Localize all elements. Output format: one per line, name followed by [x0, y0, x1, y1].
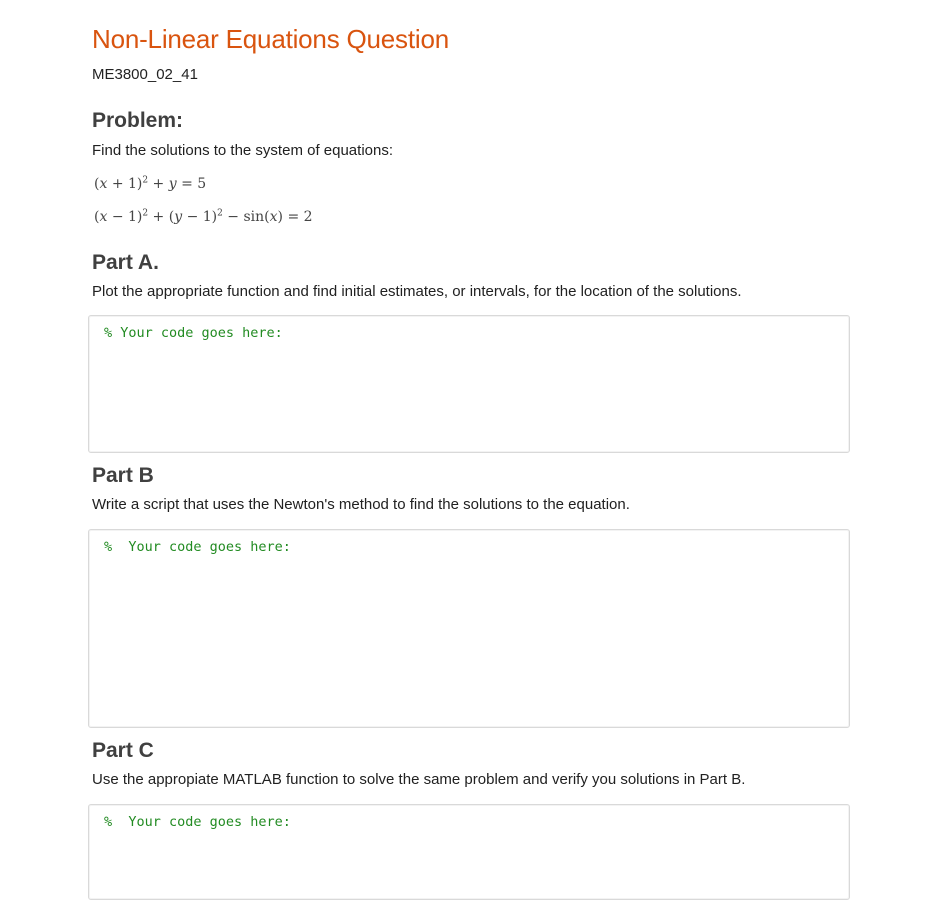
page-title: Non-Linear Equations Question: [92, 24, 449, 54]
part-c-heading: Part C: [92, 739, 154, 762]
part-b-text: Write a script that uses the Newton's method to find the solutions to the equation.: [92, 496, 630, 513]
part-b-code-editor[interactable]: [88, 529, 850, 728]
part-c-code-comment: % Your code goes here:: [104, 814, 291, 830]
part-a-text: Plot the appropriate function and find initial estimates, or intervals, for the location of the solutions.: [92, 283, 742, 300]
part-a-code-editor[interactable]: [88, 315, 850, 453]
part-a-heading: Part A.: [92, 251, 159, 274]
problem-heading: Problem:: [92, 109, 184, 132]
part-b-heading: Part B: [92, 464, 154, 487]
part-c-code-editor[interactable]: [88, 804, 850, 900]
problem-text: Find the solutions to the system of equations:: [92, 142, 394, 159]
part-c-text: Use the appropiate MATLAB function to solve the same problem and verify you solutions in Part B.: [92, 771, 746, 788]
equation-2: $(x - 1)^2 + (y - 1)^2 - \sin(x) = 2$: [94, 208, 313, 225]
part-b-code-comment: % Your code goes here:: [104, 539, 291, 555]
part-a-code-comment: % Your code goes here:: [104, 325, 283, 341]
assignment-code: ME3800_02_41: [92, 66, 198, 83]
equation-1: $(x + 1)^2 + y = 5$: [94, 175, 207, 192]
